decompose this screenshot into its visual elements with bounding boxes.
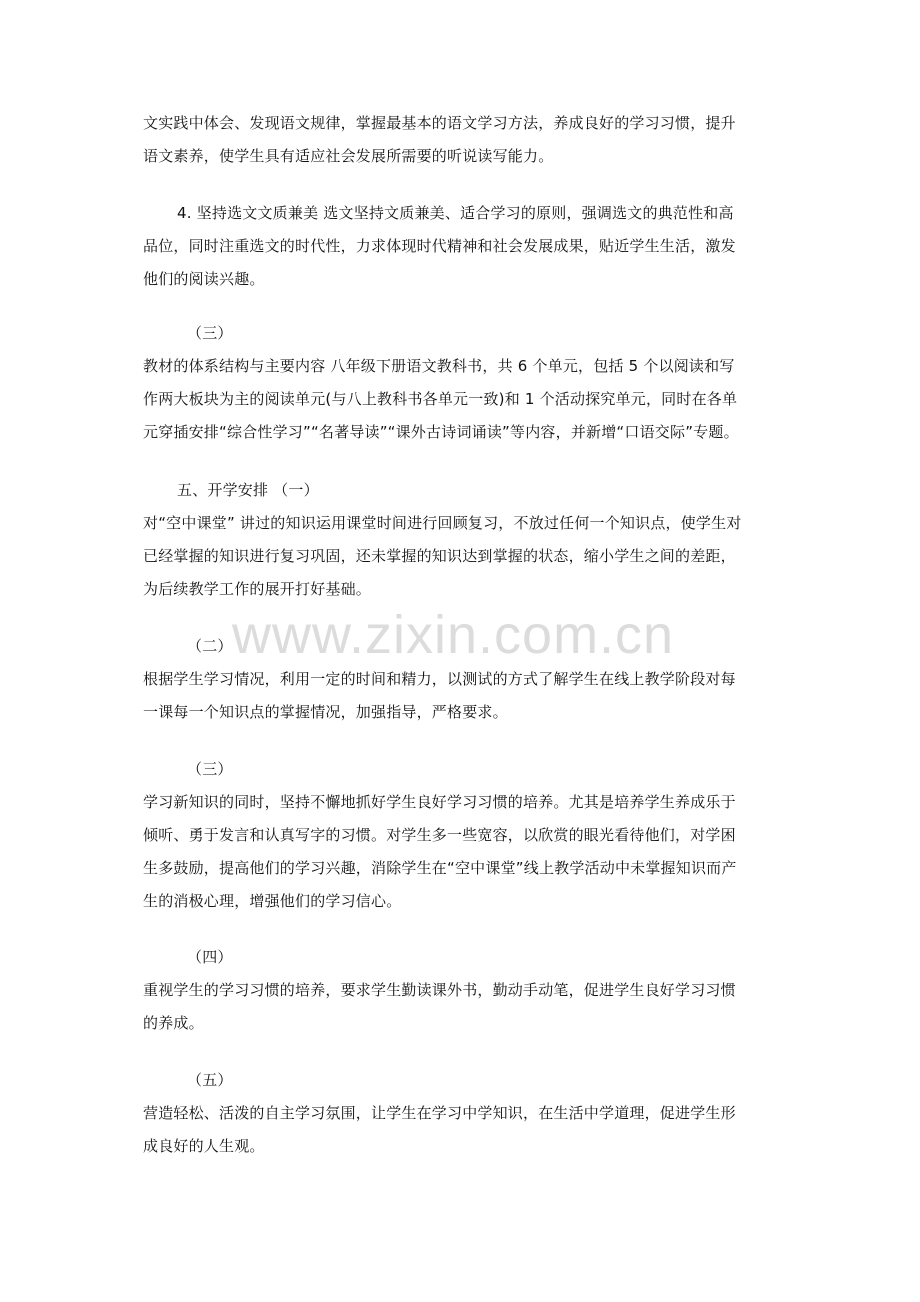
- text-line: 品位，同时注重选文的时代性，力求体现时代精神和社会发展成果，贴近学生生活，激发: [143, 237, 736, 255]
- text-line: 生的消极心理，增强他们的学习信心。: [143, 892, 402, 910]
- text-line: 语文素养，使学生具有适应社会发展所需要的听说读写能力。: [143, 147, 554, 165]
- text-line: 教材的体系结构与主要内容 八年级下册语文教科书，共 6 个单元，包括 5 个以阅读和写: [143, 357, 735, 375]
- text-line: 营造轻松、活泼的自主学习氛围，让学生在学习中学知识，在生活中学道理，促进学生形: [143, 1104, 736, 1122]
- watermark: www.zixin.com.cn: [232, 605, 675, 665]
- text-line: 的养成。: [143, 1014, 204, 1032]
- text-line: 重视学生的学习习惯的培养，要求学生勤读课外书，勤动手动笔，促进学生良好学习习惯: [143, 981, 736, 999]
- text-line: 一课每一个知识点的掌握情况，加强指导，严格要求。: [143, 703, 508, 721]
- section-heading: （五）: [187, 1071, 233, 1089]
- section-heading: （三）: [187, 760, 233, 778]
- text-line: 为后续教学工作的展开打好基础。: [143, 580, 372, 598]
- text-line: 生多鼓励，提高他们的学习兴趣，消除学生在“空中课堂”线上教学活动中未掌握知识而产: [143, 859, 737, 877]
- text-line: 倾听、勇于发言和认真写字的习惯。对学生多一些宽容，以欣赏的眼光看待他们，对学困: [143, 826, 736, 844]
- text-line: 已经掌握的知识进行复习巩固，还未掌握的知识达到掌握的状态，缩小学生之间的差距，: [143, 547, 736, 565]
- text-line: 文实践中体会、发现语文规律，掌握最基本的语文学习方法，养成良好的学习习惯，提升: [143, 114, 736, 132]
- text-line: 根据学生学习情况，利用一定的时间和精力，以测试的方式了解学生在线上教学阶段对每: [143, 670, 736, 688]
- text-line: 作两大板块为主的阅读单元(与八上教科书各单元一致)和 1 个活动探究单元，同时在各单: [143, 390, 738, 408]
- text-line: 4. 坚持选文文质兼美 选文坚持文质兼美、适合学习的原则，强调选文的典范性和高: [177, 204, 734, 222]
- section-heading: （二）: [187, 637, 233, 655]
- section-heading: 五、开学安排 （一）: [177, 481, 319, 499]
- text-line: 元穿插安排“综合性学习”“名著导读”“课外古诗词诵读”等内容，并新增“口语交际”专题。: [143, 423, 739, 441]
- text-line: 学习新知识的同时，坚持不懈地抓好学生良好学习习惯的培养。尤其是培养学生养成乐于: [143, 793, 736, 811]
- text-line: 对“空中课堂” 讲过的知识运用课堂时间进行回顾复习，不放过任何一个知识点，使学生对: [143, 514, 742, 532]
- text-line: 成良好的人生观。: [143, 1137, 265, 1155]
- section-heading: （三）: [187, 324, 233, 342]
- text-line: 他们的阅读兴趣。: [143, 270, 265, 288]
- section-heading: （四）: [187, 948, 233, 966]
